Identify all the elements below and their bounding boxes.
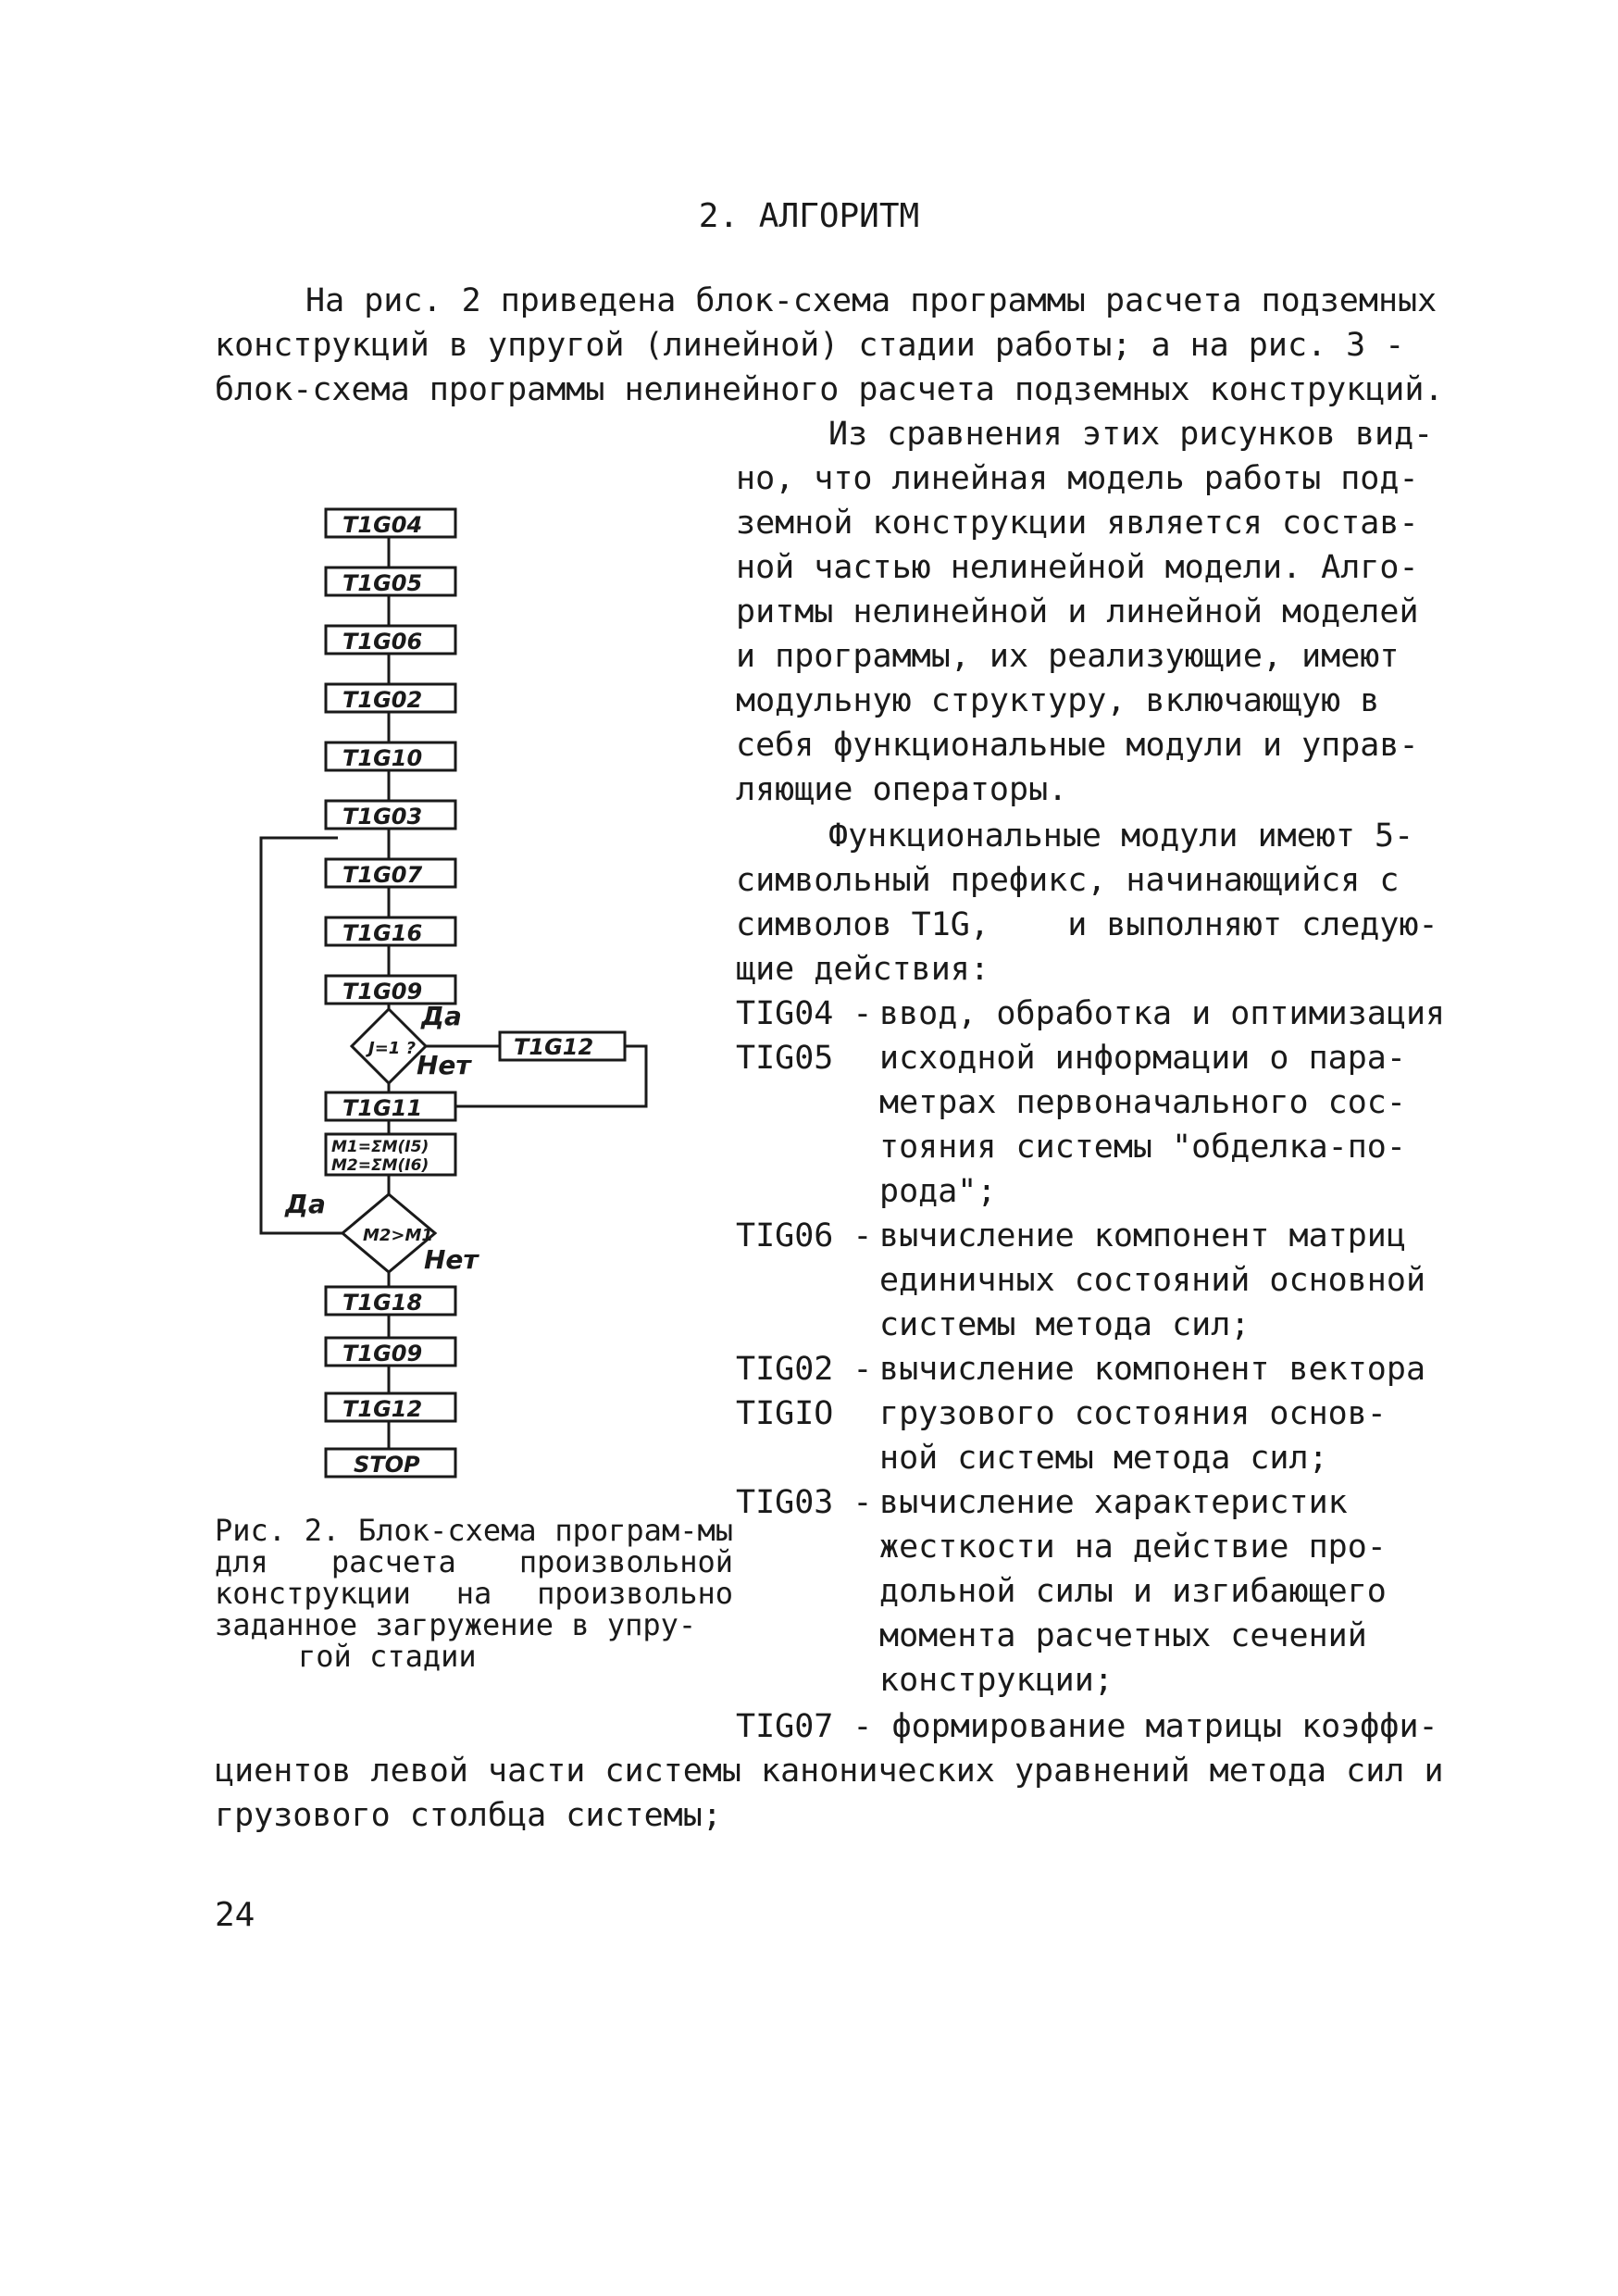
after-block-label: T1G11 <box>342 1095 423 1121</box>
flow-block-8 <box>326 917 455 945</box>
module-desc: вычисление компонент матриц <box>879 1217 1406 1254</box>
body-line: но, что линейная модель работы под- <box>736 460 1419 497</box>
module-desc: конструкции; <box>879 1662 1114 1699</box>
module-desc: рода"; <box>879 1173 997 1210</box>
decision-1-shape <box>352 1009 426 1083</box>
intro-line: блок-схема программы нелинейного расчета подземных конструкций. <box>215 371 1444 408</box>
flow-label-3: T1G06 <box>342 629 423 655</box>
flow-label-8: T1G16 <box>342 920 423 946</box>
flow-label-4: T1G02 <box>342 687 423 713</box>
module-code: TIG04 - <box>736 995 873 1032</box>
module-desc: дольной силы и изгибающего <box>879 1573 1387 1610</box>
body-line: модульную структуру, включающую в <box>736 682 1380 719</box>
module-code: TIG03 - <box>736 1484 873 1521</box>
module-code: TIG02 - <box>736 1351 873 1388</box>
tail-block-3 <box>326 1393 455 1421</box>
module-desc: ной системы метода сил; <box>879 1440 1328 1477</box>
figure-caption-text: Рис. 2. Блок-схема програм-мы для расчета произвольной конструкции на произвольно заданное загружение в упру- <box>215 1513 733 1642</box>
module-desc: метрах первоначального сос- <box>879 1084 1406 1121</box>
tig07-line: TIG07 - формирование матрицы коэффи- <box>736 1708 1438 1745</box>
no-label: Нет <box>417 1050 471 1080</box>
tail-block-1 <box>326 1287 455 1315</box>
formula-line-2: M2=ΣM(I6) <box>331 1156 429 1175</box>
module-desc: системы метода сил; <box>879 1306 1251 1343</box>
stop-label: STOP <box>354 1452 420 1478</box>
module-desc: тояния системы "обделка-по- <box>879 1129 1406 1166</box>
flow-block-1 <box>326 509 455 537</box>
body-line: символов Т1G, и выполняют следую- <box>736 906 1438 943</box>
decision-1-label: J=1 ? <box>368 1039 417 1058</box>
body-line: себя функциональные модули и управ- <box>736 727 1419 764</box>
formula-block <box>326 1134 455 1175</box>
body-line: и программы, их реализующие, имеют <box>736 638 1400 675</box>
flow-label-1: T1G04 <box>342 512 423 538</box>
module-code: TIG06 - <box>736 1217 873 1254</box>
intro-line: На рис. 2 приведена блок-схема программы расчета подземных <box>305 282 1438 319</box>
figure-caption <box>215 1515 733 1672</box>
stop-block <box>326 1449 455 1477</box>
flow-block-2 <box>326 568 455 595</box>
tail-label-1: T1G18 <box>342 1290 423 1316</box>
section-heading: 2. АЛГОРИТМ <box>698 197 920 235</box>
decision-2-label: M2>M1 <box>363 1226 433 1245</box>
flow-block-7 <box>326 859 455 887</box>
body-line: ляющие операторы. <box>736 771 1068 808</box>
module-desc: жесткости на действие про- <box>879 1529 1387 1566</box>
flow-block-6 <box>326 801 455 829</box>
intro-line: конструкций в упругой (линейной) стадии работы; а на рис. 3 - <box>215 327 1405 364</box>
module-desc: грузового состояния основ- <box>879 1395 1387 1432</box>
flow-block-after <box>326 1092 455 1120</box>
module-code: TIG05 <box>736 1040 834 1077</box>
body-line: Функциональные модули имеют 5- <box>828 817 1414 855</box>
flow-label-5: T1G10 <box>342 745 423 771</box>
closing-line: циентов левой части системы канонических уравнений метода сил и <box>215 1753 1444 1790</box>
module-desc: вычисление характеристик <box>879 1484 1348 1521</box>
body-line: ной частью нелинейной модели. Алго- <box>736 549 1419 586</box>
module-desc: исходной информации о пара- <box>879 1040 1406 1077</box>
flow-block-4 <box>326 684 455 712</box>
module-code: TIGIO <box>736 1395 834 1432</box>
body-line: земной конструкции является состав- <box>736 505 1419 542</box>
tail-label-2: T1G09 <box>342 1341 423 1366</box>
module-desc: ввод, обработка и оптимизация <box>879 995 1446 1032</box>
body-line: ритмы нелинейной и линейной моделей <box>736 593 1419 630</box>
tail-label-3: T1G12 <box>342 1396 423 1422</box>
yes-label: Да <box>421 1001 462 1031</box>
no2-label: Нет <box>424 1244 479 1275</box>
flow-block-5 <box>326 742 455 770</box>
closing-line: грузового столбца системы; <box>215 1797 722 1834</box>
side-block <box>500 1032 625 1060</box>
body-line: Из сравнения этих рисунков вид- <box>828 416 1434 453</box>
yes2-label: Да <box>285 1189 326 1219</box>
flow-label-2: T1G05 <box>342 570 423 596</box>
module-desc: момента расчетных сечений <box>879 1617 1367 1654</box>
module-desc: вычисление компонент вектора <box>879 1351 1426 1388</box>
body-line: щие действия: <box>736 951 989 988</box>
figure-caption-last: гой стадии <box>298 1639 477 1674</box>
body-line: символьный префикс, начинающийся с <box>736 862 1400 899</box>
page-number: 24 <box>215 1896 255 1934</box>
decision-2-shape <box>342 1194 435 1272</box>
flow-block-9 <box>326 976 455 1004</box>
flow-block-3 <box>326 626 455 654</box>
side-block-label: T1G12 <box>514 1034 594 1060</box>
tail-block-2 <box>326 1338 455 1366</box>
module-desc: единичных состояний основной <box>879 1262 1426 1299</box>
formula-line-1: M1=ΣM(I5) <box>331 1138 429 1156</box>
flow-label-9: T1G09 <box>342 979 423 1004</box>
flow-label-6: T1G03 <box>342 804 423 830</box>
flow-label-7: T1G07 <box>342 862 423 888</box>
